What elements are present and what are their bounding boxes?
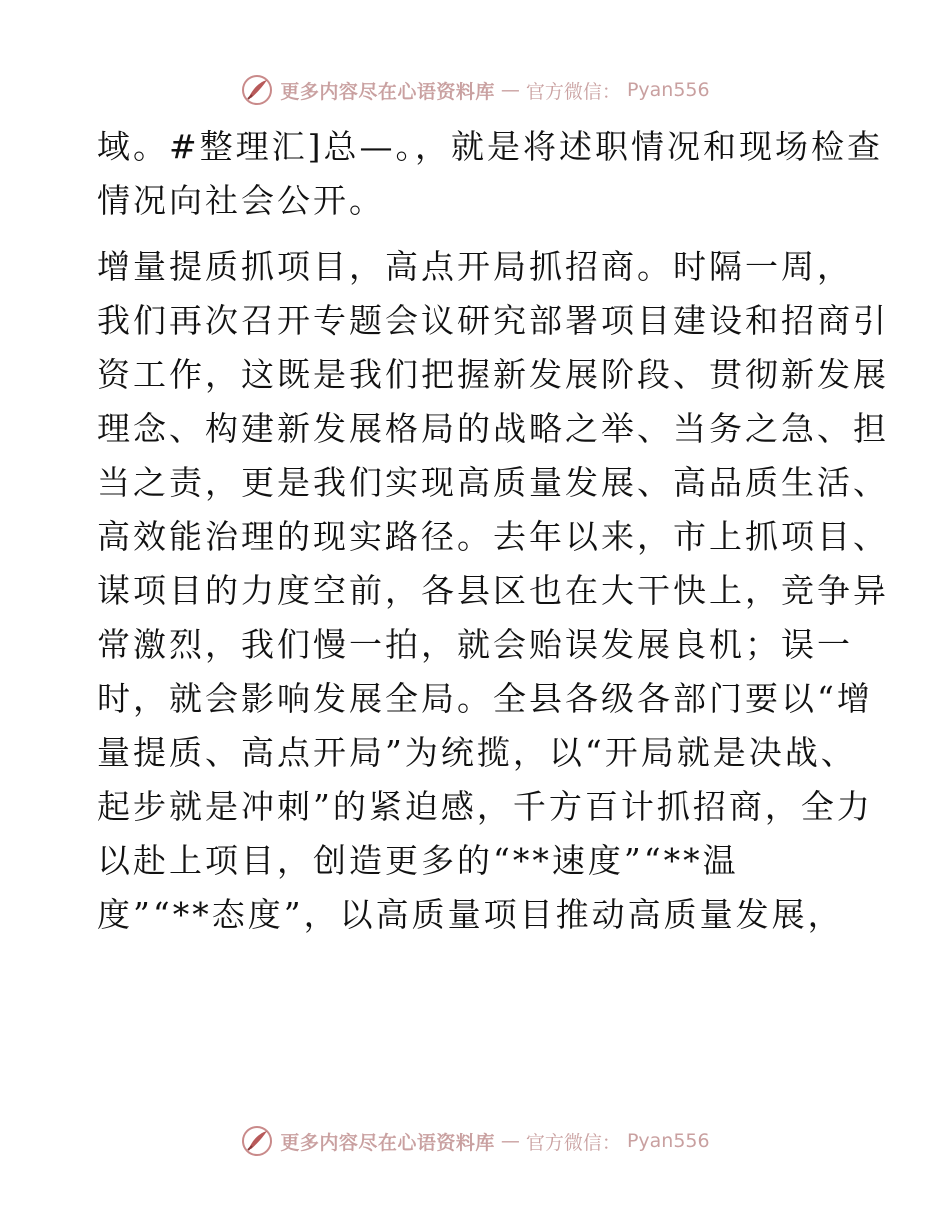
watermark-separator: — [500, 1130, 520, 1152]
text-line: 理念、构建新发展格局的战略之举、当务之急、担 [97, 409, 889, 448]
watermark-wechat-label: 官方微信： [525, 1131, 621, 1154]
text-line: 常激烈，我们慢一拍，就会贻误发展良机；误一 [97, 625, 853, 664]
text-line: 起步就是冲刺”的紧迫感，千方百计抓招商，全力 [97, 787, 873, 826]
quill-logo-icon [240, 1124, 274, 1158]
watermark-wechat-label: 官方微信： [525, 80, 621, 103]
text-line: 当之责，更是我们实现高质量发展、高品质生活、 [97, 463, 889, 502]
text-line: 以赴上项目，创造更多的“**速度”“**温 [97, 841, 739, 880]
watermark-separator: — [500, 79, 520, 101]
text-line: 谋项目的力度空前，各县区也在大干快上，竞争异 [97, 571, 889, 610]
paragraph [97, 120, 884, 228]
header-watermark [0, 70, 950, 110]
paragraph [97, 240, 889, 942]
watermark-brand-text: 更多内容尽在心语资料库 [280, 1131, 495, 1154]
text-line: 高效能治理的现实路径。去年以来，市上抓项目、 [97, 517, 889, 556]
text-line: 我们再次召开专题会议研究部署项目建设和招商引 [97, 301, 889, 340]
watermark-wechat-id: Pyan556 [626, 79, 710, 101]
text-line: 时，就会影响发展全局。全县各级各部门要以“增 [97, 679, 873, 718]
text-line: 量提质、高点开局”为统揽，以“开局就是决战、 [97, 733, 857, 772]
text-line: 域。#整理汇]总—。，就是将述职情况和现场检查 [97, 127, 884, 166]
text-line: 增量提质抓项目，高点开局抓招商。时隔一周， [97, 247, 853, 286]
watermark-wechat-id: Pyan556 [626, 1130, 710, 1152]
watermark-brand-text: 更多内容尽在心语资料库 [280, 80, 495, 103]
text-line: 情况向社会公开。 [97, 181, 385, 220]
document-body [97, 120, 889, 942]
text-line: 资工作，这既是我们把握新发展阶段、贯彻新发展 [97, 355, 889, 394]
text-line: 度”“**态度”，以高质量项目推动高质量发展， [97, 895, 844, 934]
footer-watermark [0, 1121, 950, 1161]
quill-logo-icon [240, 73, 274, 107]
